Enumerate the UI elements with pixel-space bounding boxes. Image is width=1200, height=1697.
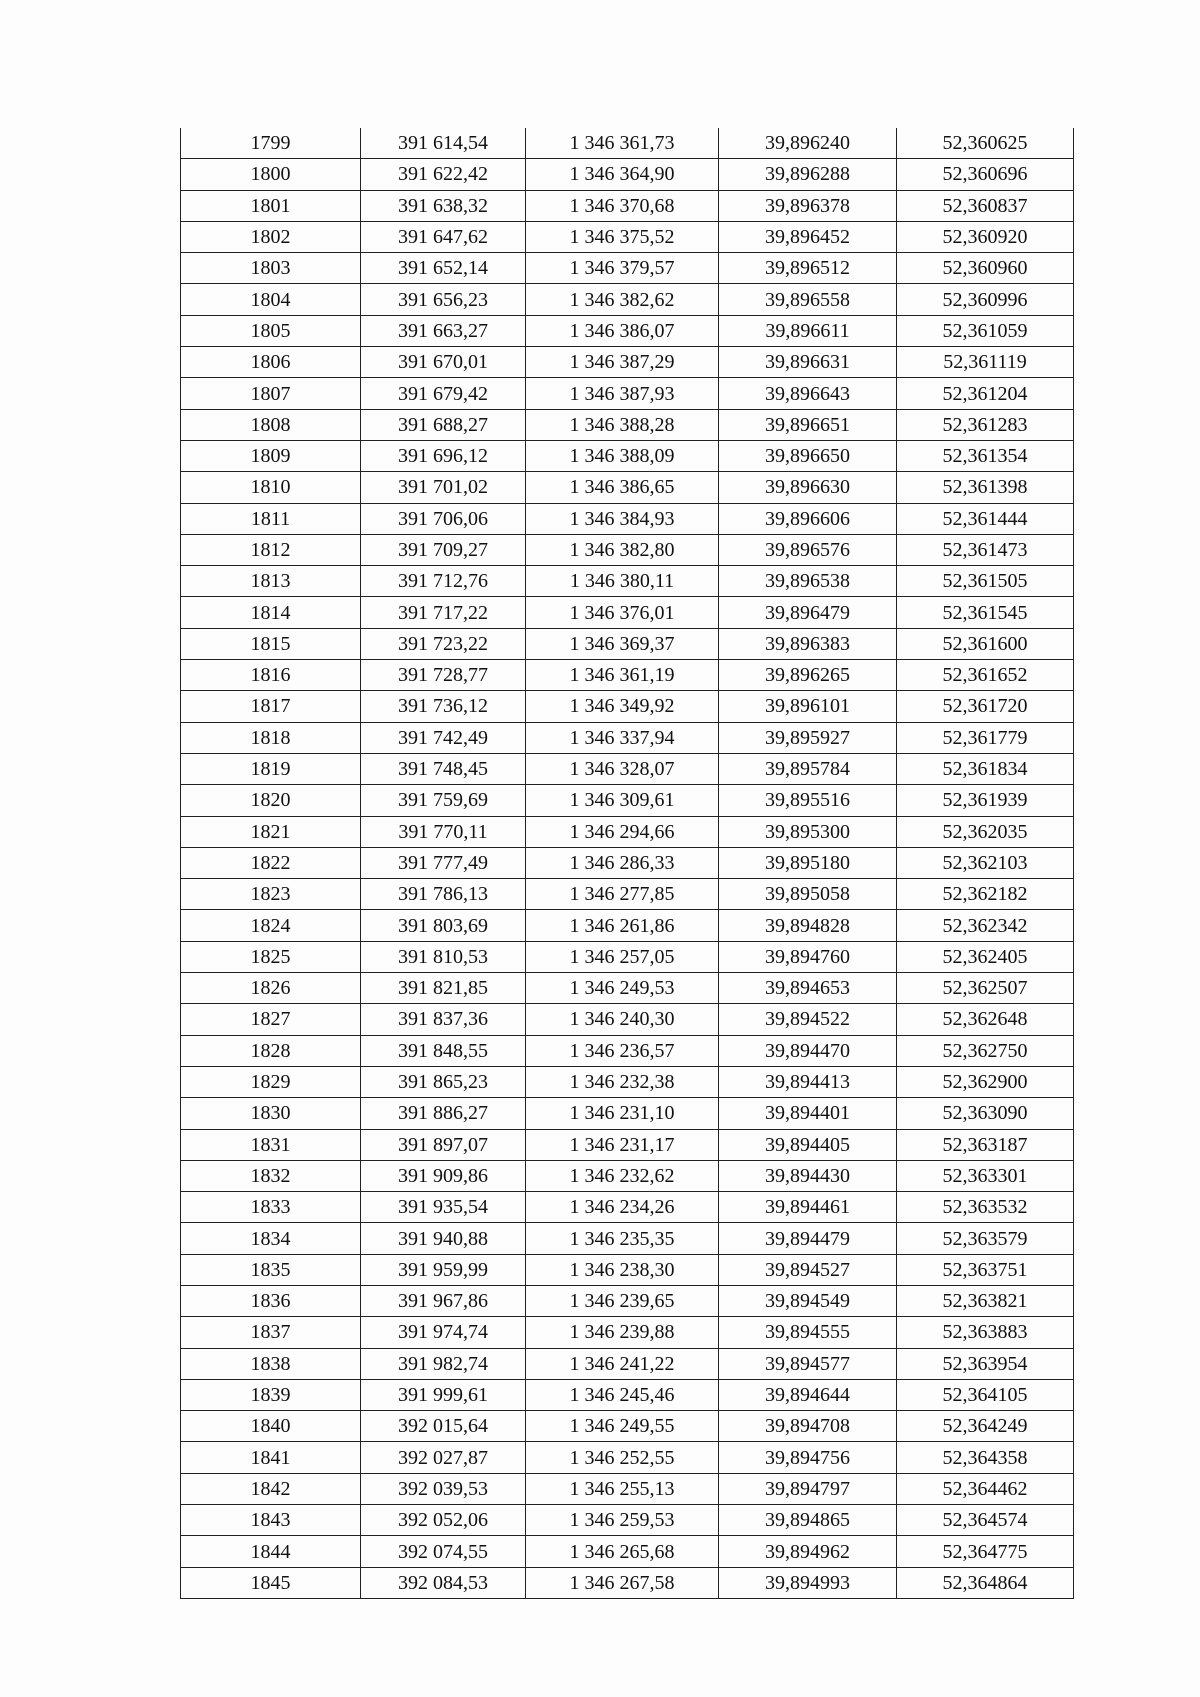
cell-latitude: 52,361444 [897,503,1074,534]
table-row [181,816,1074,847]
table-row [181,628,1074,659]
cell-longitude: 39,896512 [719,253,897,284]
table-row [181,1098,1074,1129]
cell-x-coordinate: 391 748,45 [361,753,526,784]
cell-x-coordinate: 391 647,62 [361,221,526,252]
cell-x-coordinate: 392 052,06 [361,1505,526,1536]
cell-longitude: 39,895784 [719,753,897,784]
table-row [181,534,1074,565]
cell-point-number: 1840 [181,1411,361,1442]
cell-latitude: 52,361939 [897,785,1074,816]
table-row [181,973,1074,1004]
cell-point-number: 1816 [181,660,361,691]
cell-longitude: 39,896288 [719,159,897,190]
cell-y-coordinate: 1 346 231,10 [526,1098,719,1129]
cell-x-coordinate: 391 974,74 [361,1317,526,1348]
cell-point-number: 1826 [181,973,361,1004]
cell-latitude: 52,364105 [897,1379,1074,1410]
cell-longitude: 39,896452 [719,221,897,252]
cell-y-coordinate: 1 346 387,93 [526,378,719,409]
cell-point-number: 1827 [181,1004,361,1035]
cell-y-coordinate: 1 346 386,65 [526,472,719,503]
cell-latitude: 52,361505 [897,566,1074,597]
cell-longitude: 39,894527 [719,1254,897,1285]
cell-latitude: 52,363187 [897,1129,1074,1160]
table-row [181,1254,1074,1285]
cell-point-number: 1828 [181,1035,361,1066]
cell-y-coordinate: 1 346 388,09 [526,440,719,471]
cell-longitude: 39,894865 [719,1505,897,1536]
cell-latitude: 52,364249 [897,1411,1074,1442]
cell-point-number: 1811 [181,503,361,534]
cell-y-coordinate: 1 346 387,29 [526,347,719,378]
cell-longitude: 39,894653 [719,973,897,1004]
table-row [181,722,1074,753]
table-row [181,1192,1074,1223]
coordinates-table [180,128,1074,1599]
cell-y-coordinate: 1 346 337,94 [526,722,719,753]
cell-x-coordinate: 391 652,14 [361,253,526,284]
cell-longitude: 39,894708 [719,1411,897,1442]
cell-longitude: 39,894828 [719,910,897,941]
cell-point-number: 1803 [181,253,361,284]
cell-latitude: 52,361119 [897,347,1074,378]
cell-latitude: 52,362900 [897,1066,1074,1097]
cell-point-number: 1808 [181,409,361,440]
cell-latitude: 52,361473 [897,534,1074,565]
cell-point-number: 1835 [181,1254,361,1285]
cell-x-coordinate: 391 663,27 [361,315,526,346]
cell-y-coordinate: 1 346 375,52 [526,221,719,252]
cell-longitude: 39,894430 [719,1160,897,1191]
cell-x-coordinate: 391 614,54 [361,128,526,159]
cell-y-coordinate: 1 346 376,01 [526,597,719,628]
cell-x-coordinate: 391 679,42 [361,378,526,409]
cell-x-coordinate: 392 015,64 [361,1411,526,1442]
cell-point-number: 1829 [181,1066,361,1097]
cell-y-coordinate: 1 346 386,07 [526,315,719,346]
cell-point-number: 1809 [181,440,361,471]
cell-y-coordinate: 1 346 240,30 [526,1004,719,1035]
cell-point-number: 1810 [181,472,361,503]
cell-x-coordinate: 391 999,61 [361,1379,526,1410]
cell-x-coordinate: 391 670,01 [361,347,526,378]
cell-longitude: 39,896240 [719,128,897,159]
table-row [181,1442,1074,1473]
table-row [181,753,1074,784]
table-row [181,1066,1074,1097]
coordinates-table-body [181,128,1074,1598]
cell-x-coordinate: 391 982,74 [361,1348,526,1379]
cell-point-number: 1807 [181,378,361,409]
table-row [181,1411,1074,1442]
cell-latitude: 52,361354 [897,440,1074,471]
table-row [181,1505,1074,1536]
cell-latitude: 52,363821 [897,1285,1074,1316]
cell-longitude: 39,894756 [719,1442,897,1473]
cell-x-coordinate: 391 935,54 [361,1192,526,1223]
cell-longitude: 39,894522 [719,1004,897,1035]
cell-longitude: 39,895516 [719,785,897,816]
cell-point-number: 1820 [181,785,361,816]
cell-y-coordinate: 1 346 267,58 [526,1567,719,1598]
cell-latitude: 52,360996 [897,284,1074,315]
table-row [181,472,1074,503]
cell-latitude: 52,360837 [897,190,1074,221]
cell-y-coordinate: 1 346 349,92 [526,691,719,722]
cell-latitude: 52,363751 [897,1254,1074,1285]
table-row [181,1004,1074,1035]
table-row [181,1223,1074,1254]
table-row [181,221,1074,252]
cell-x-coordinate: 391 909,86 [361,1160,526,1191]
cell-y-coordinate: 1 346 261,86 [526,910,719,941]
cell-y-coordinate: 1 346 361,73 [526,128,719,159]
cell-point-number: 1805 [181,315,361,346]
cell-point-number: 1832 [181,1160,361,1191]
cell-longitude: 39,896265 [719,660,897,691]
cell-longitude: 39,896650 [719,440,897,471]
cell-x-coordinate: 391 696,12 [361,440,526,471]
table-row [181,1035,1074,1066]
cell-x-coordinate: 391 656,23 [361,284,526,315]
cell-x-coordinate: 391 837,36 [361,1004,526,1035]
cell-x-coordinate: 391 777,49 [361,847,526,878]
cell-longitude: 39,896630 [719,472,897,503]
cell-longitude: 39,896383 [719,628,897,659]
table-row [181,128,1074,159]
cell-latitude: 52,361545 [897,597,1074,628]
cell-point-number: 1841 [181,1442,361,1473]
table-row [181,253,1074,284]
cell-longitude: 39,896101 [719,691,897,722]
cell-y-coordinate: 1 346 294,66 [526,816,719,847]
table-row [181,378,1074,409]
cell-longitude: 39,896538 [719,566,897,597]
cell-point-number: 1837 [181,1317,361,1348]
cell-x-coordinate: 391 810,53 [361,941,526,972]
table-row [181,597,1074,628]
cell-x-coordinate: 391 688,27 [361,409,526,440]
cell-longitude: 39,894479 [719,1223,897,1254]
cell-latitude: 52,362035 [897,816,1074,847]
cell-longitude: 39,896611 [719,315,897,346]
cell-x-coordinate: 391 759,69 [361,785,526,816]
table-row [181,1285,1074,1316]
cell-point-number: 1814 [181,597,361,628]
cell-point-number: 1806 [181,347,361,378]
cell-latitude: 52,361834 [897,753,1074,784]
cell-latitude: 52,363090 [897,1098,1074,1129]
table-row [181,409,1074,440]
cell-latitude: 52,361059 [897,315,1074,346]
cell-point-number: 1845 [181,1567,361,1598]
cell-latitude: 52,364775 [897,1536,1074,1567]
cell-point-number: 1813 [181,566,361,597]
table-row [181,1317,1074,1348]
cell-y-coordinate: 1 346 232,38 [526,1066,719,1097]
cell-x-coordinate: 391 717,22 [361,597,526,628]
cell-longitude: 39,896576 [719,534,897,565]
cell-latitude: 52,363954 [897,1348,1074,1379]
cell-latitude: 52,364462 [897,1473,1074,1504]
cell-latitude: 52,363579 [897,1223,1074,1254]
cell-longitude: 39,896631 [719,347,897,378]
cell-longitude: 39,895058 [719,879,897,910]
cell-point-number: 1834 [181,1223,361,1254]
cell-latitude: 52,361283 [897,409,1074,440]
cell-point-number: 1799 [181,128,361,159]
table-row [181,660,1074,691]
cell-longitude: 39,896643 [719,378,897,409]
cell-y-coordinate: 1 346 265,68 [526,1536,719,1567]
cell-latitude: 52,360625 [897,128,1074,159]
cell-y-coordinate: 1 346 380,11 [526,566,719,597]
cell-point-number: 1824 [181,910,361,941]
cell-latitude: 52,362342 [897,910,1074,941]
cell-y-coordinate: 1 346 361,19 [526,660,719,691]
cell-point-number: 1830 [181,1098,361,1129]
cell-x-coordinate: 391 728,77 [361,660,526,691]
cell-y-coordinate: 1 346 236,57 [526,1035,719,1066]
cell-longitude: 39,894461 [719,1192,897,1223]
table-row [181,190,1074,221]
table-row [181,315,1074,346]
cell-longitude: 39,894401 [719,1098,897,1129]
cell-latitude: 52,361600 [897,628,1074,659]
cell-y-coordinate: 1 346 388,28 [526,409,719,440]
cell-x-coordinate: 391 848,55 [361,1035,526,1066]
table-row [181,440,1074,471]
cell-x-coordinate: 391 821,85 [361,973,526,1004]
cell-y-coordinate: 1 346 309,61 [526,785,719,816]
cell-point-number: 1817 [181,691,361,722]
cell-y-coordinate: 1 346 245,46 [526,1379,719,1410]
cell-latitude: 52,360696 [897,159,1074,190]
cell-longitude: 39,894962 [719,1536,897,1567]
cell-latitude: 52,364358 [897,1442,1074,1473]
cell-x-coordinate: 391 638,32 [361,190,526,221]
cell-latitude: 52,361204 [897,378,1074,409]
cell-latitude: 52,362750 [897,1035,1074,1066]
cell-x-coordinate: 391 865,23 [361,1066,526,1097]
cell-x-coordinate: 392 039,53 [361,1473,526,1504]
cell-longitude: 39,894555 [719,1317,897,1348]
cell-y-coordinate: 1 346 249,53 [526,973,719,1004]
table-row [181,691,1074,722]
cell-x-coordinate: 391 701,02 [361,472,526,503]
cell-y-coordinate: 1 346 232,62 [526,1160,719,1191]
cell-longitude: 39,894405 [719,1129,897,1160]
cell-x-coordinate: 391 706,06 [361,503,526,534]
cell-longitude: 39,896378 [719,190,897,221]
cell-point-number: 1839 [181,1379,361,1410]
cell-point-number: 1836 [181,1285,361,1316]
cell-point-number: 1800 [181,159,361,190]
cell-longitude: 39,896479 [719,597,897,628]
cell-longitude: 39,894470 [719,1035,897,1066]
cell-x-coordinate: 391 959,99 [361,1254,526,1285]
cell-x-coordinate: 392 084,53 [361,1567,526,1598]
cell-longitude: 39,895927 [719,722,897,753]
cell-y-coordinate: 1 346 255,13 [526,1473,719,1504]
cell-latitude: 52,360960 [897,253,1074,284]
cell-point-number: 1802 [181,221,361,252]
cell-longitude: 39,896606 [719,503,897,534]
cell-y-coordinate: 1 346 239,88 [526,1317,719,1348]
cell-longitude: 39,894797 [719,1473,897,1504]
table-row [181,910,1074,941]
cell-x-coordinate: 391 622,42 [361,159,526,190]
cell-longitude: 39,894644 [719,1379,897,1410]
cell-x-coordinate: 391 967,86 [361,1285,526,1316]
cell-y-coordinate: 1 346 238,30 [526,1254,719,1285]
cell-latitude: 52,364864 [897,1567,1074,1598]
cell-x-coordinate: 392 074,55 [361,1536,526,1567]
cell-point-number: 1801 [181,190,361,221]
table-row [181,284,1074,315]
cell-point-number: 1833 [181,1192,361,1223]
cell-x-coordinate: 391 709,27 [361,534,526,565]
cell-point-number: 1815 [181,628,361,659]
cell-point-number: 1819 [181,753,361,784]
cell-x-coordinate: 392 027,87 [361,1442,526,1473]
cell-point-number: 1842 [181,1473,361,1504]
cell-longitude: 39,894413 [719,1066,897,1097]
cell-x-coordinate: 391 770,11 [361,816,526,847]
cell-point-number: 1825 [181,941,361,972]
cell-y-coordinate: 1 346 384,93 [526,503,719,534]
cell-latitude: 52,361652 [897,660,1074,691]
cell-y-coordinate: 1 346 286,33 [526,847,719,878]
cell-latitude: 52,362405 [897,941,1074,972]
table-row [181,159,1074,190]
cell-latitude: 52,362103 [897,847,1074,878]
cell-y-coordinate: 1 346 259,53 [526,1505,719,1536]
cell-point-number: 1812 [181,534,361,565]
cell-longitude: 39,894549 [719,1285,897,1316]
cell-y-coordinate: 1 346 249,55 [526,1411,719,1442]
cell-latitude: 52,362182 [897,879,1074,910]
table-row [181,1379,1074,1410]
table-row [181,1129,1074,1160]
table-row [181,879,1074,910]
table-row [181,1473,1074,1504]
cell-point-number: 1821 [181,816,361,847]
cell-y-coordinate: 1 346 369,37 [526,628,719,659]
cell-y-coordinate: 1 346 231,17 [526,1129,719,1160]
cell-longitude: 39,894760 [719,941,897,972]
cell-latitude: 52,363532 [897,1192,1074,1223]
cell-latitude: 52,364574 [897,1505,1074,1536]
cell-y-coordinate: 1 346 241,22 [526,1348,719,1379]
cell-point-number: 1804 [181,284,361,315]
cell-latitude: 52,361779 [897,722,1074,753]
cell-longitude: 39,896651 [719,409,897,440]
cell-longitude: 39,894993 [719,1567,897,1598]
cell-y-coordinate: 1 346 364,90 [526,159,719,190]
cell-y-coordinate: 1 346 379,57 [526,253,719,284]
cell-point-number: 1823 [181,879,361,910]
table-row [181,941,1074,972]
cell-point-number: 1822 [181,847,361,878]
table-row [181,1536,1074,1567]
table-row [181,785,1074,816]
cell-y-coordinate: 1 346 235,35 [526,1223,719,1254]
cell-x-coordinate: 391 940,88 [361,1223,526,1254]
cell-x-coordinate: 391 712,76 [361,566,526,597]
cell-y-coordinate: 1 346 382,62 [526,284,719,315]
cell-latitude: 52,362648 [897,1004,1074,1035]
cell-point-number: 1838 [181,1348,361,1379]
cell-y-coordinate: 1 346 257,05 [526,941,719,972]
table-row [181,1348,1074,1379]
cell-latitude: 52,361398 [897,472,1074,503]
cell-point-number: 1818 [181,722,361,753]
cell-longitude: 39,895300 [719,816,897,847]
cell-latitude: 52,362507 [897,973,1074,1004]
cell-y-coordinate: 1 346 239,65 [526,1285,719,1316]
cell-latitude: 52,360920 [897,221,1074,252]
cell-point-number: 1844 [181,1536,361,1567]
cell-latitude: 52,363301 [897,1160,1074,1191]
cell-longitude: 39,894577 [719,1348,897,1379]
cell-x-coordinate: 391 786,13 [361,879,526,910]
table-row [181,847,1074,878]
cell-point-number: 1831 [181,1129,361,1160]
cell-y-coordinate: 1 346 234,26 [526,1192,719,1223]
cell-y-coordinate: 1 346 382,80 [526,534,719,565]
cell-latitude: 52,361720 [897,691,1074,722]
cell-point-number: 1843 [181,1505,361,1536]
cell-latitude: 52,363883 [897,1317,1074,1348]
cell-y-coordinate: 1 346 252,55 [526,1442,719,1473]
table-row [181,1160,1074,1191]
cell-x-coordinate: 391 897,07 [361,1129,526,1160]
cell-x-coordinate: 391 723,22 [361,628,526,659]
table-row [181,1567,1074,1598]
cell-y-coordinate: 1 346 328,07 [526,753,719,784]
cell-y-coordinate: 1 346 277,85 [526,879,719,910]
cell-x-coordinate: 391 803,69 [361,910,526,941]
table-row [181,566,1074,597]
cell-x-coordinate: 391 886,27 [361,1098,526,1129]
cell-longitude: 39,896558 [719,284,897,315]
cell-y-coordinate: 1 346 370,68 [526,190,719,221]
cell-x-coordinate: 391 742,49 [361,722,526,753]
cell-longitude: 39,895180 [719,847,897,878]
cell-x-coordinate: 391 736,12 [361,691,526,722]
table-row [181,347,1074,378]
table-row [181,503,1074,534]
